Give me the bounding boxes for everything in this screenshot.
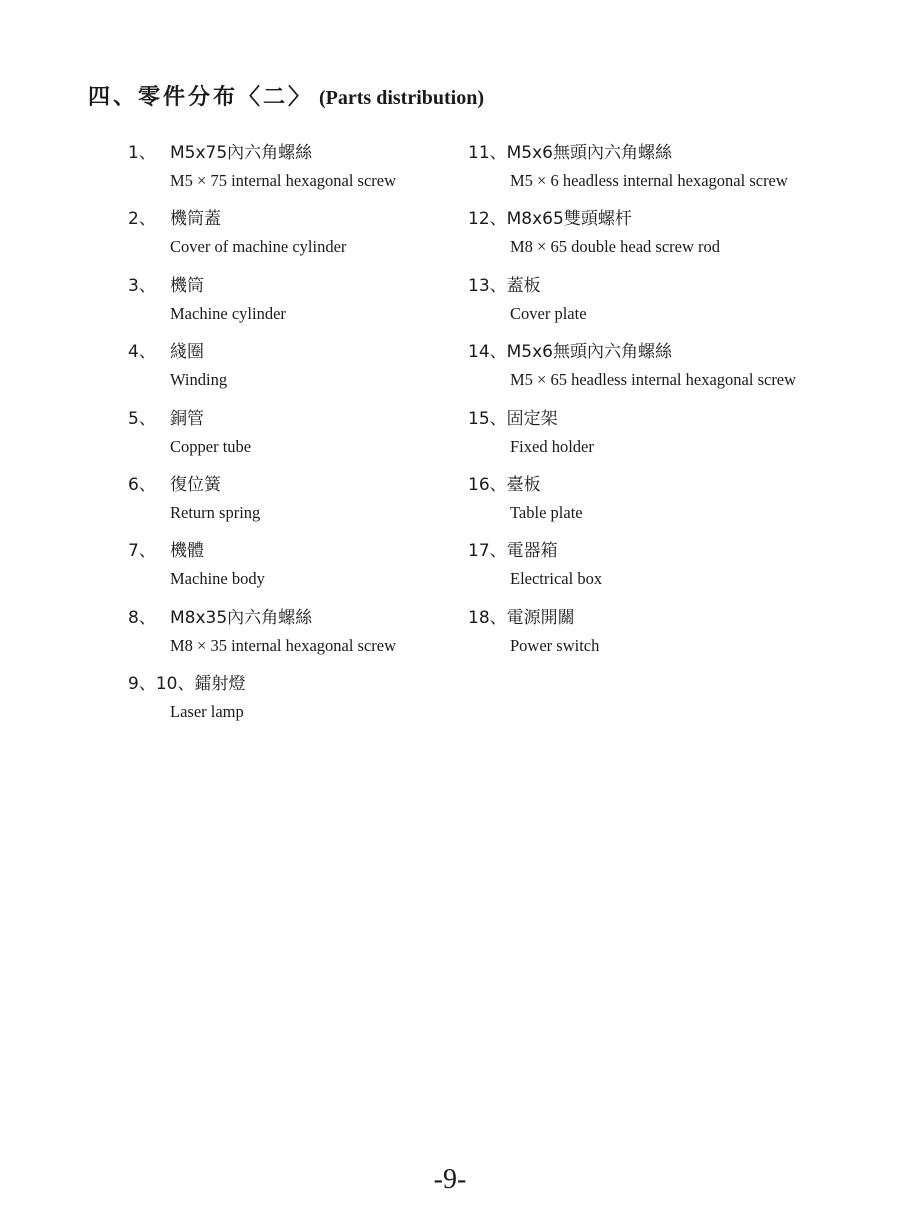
part-name-english: Winding [170,370,228,390]
part-name-english: Cover plate [510,303,587,323]
part-number: 5、 [128,408,156,429]
part-name-chinese: M8x65雙頭螺杆 [506,209,632,230]
part-number: 18、 [468,607,507,628]
part-name-chinese: 臺板 [506,474,541,495]
part-item [468,470,868,536]
part-item [468,204,868,270]
part-number: 15、 [468,408,507,429]
part-number: 13、 [468,275,507,296]
part-name-english: Machine body [170,569,265,589]
part-item [468,138,868,204]
part-item [128,404,458,470]
part-item [128,204,458,270]
part-name-chinese: 綫圈 [170,342,204,363]
part-name-chinese: 蓋板 [506,275,541,296]
part-item [468,337,868,403]
part-item [128,271,458,337]
part-name-chinese: M5x6無頭內六角螺絲 [506,342,673,363]
part-name-english: Electrical box [510,569,603,589]
part-name-english: M8 × 35 internal hexagonal screw [170,635,397,655]
part-name-chinese: 機筒蓋 [170,209,221,230]
part-name-english: M8 × 65 double head screw rod [510,237,721,257]
part-item [468,603,868,669]
part-item [468,404,868,470]
part-number: 8、 [128,607,156,628]
part-item [468,536,868,602]
part-item [128,603,458,669]
part-item [468,271,868,337]
part-name-chinese: M8x35內六角螺絲 [170,607,313,628]
part-item [128,138,458,204]
part-name-english: Laser lamp [170,702,244,722]
part-number: 3、 [128,275,156,296]
part-name-english: Cover of machine cylinder [170,237,347,257]
part-name-chinese: M5x75內六角螺絲 [170,143,313,163]
part-name-english: Copper tube [170,436,252,456]
part-number: 1、 [128,143,156,163]
part-name-chinese: 鐳射燈 [194,674,246,695]
section-heading-chinese: 四、零件分布〈二〉 [88,84,314,110]
part-number: 6、 [128,474,156,495]
part-name-chinese: 固定架 [506,408,558,429]
part-number: 14、 [468,342,507,363]
part-name-english: Table plate [510,502,583,522]
part-number: 11、 [468,143,507,163]
page-number: -9- [433,1164,467,1195]
part-name-chinese: 復位簧 [170,474,221,495]
part-item [128,337,458,403]
part-name-chinese: M5x6無頭內六角螺絲 [506,143,673,163]
part-name-english: Power switch [510,635,600,655]
part-name-english: Machine cylinder [170,303,286,323]
part-number: 16、 [468,474,507,495]
part-name-chinese: 銅管 [170,408,204,429]
part-item [128,669,458,735]
part-name-english: Fixed holder [510,436,594,456]
part-name-english: Return spring [170,502,261,522]
part-item [128,536,458,602]
section-heading [88,80,484,114]
part-name-chinese: 電源開關 [506,607,575,628]
part-name-chinese: 機體 [170,541,204,562]
part-number: 7、 [128,541,156,562]
part-name-chinese: 電器箱 [506,541,558,562]
part-number: 12、 [468,209,507,230]
part-name-english: M5 × 75 internal hexagonal screw [170,171,397,190]
part-name-english: M5 × 6 headless internal hexagonal screw [510,171,788,190]
part-number: 2、 [128,209,156,230]
section-heading-english: (Parts distribution) [319,87,485,109]
part-name-english: M5 × 65 headless internal hexagonal screw [510,370,797,390]
part-number: 9、10、 [128,674,195,695]
part-number: 17、 [468,541,507,562]
part-item [128,470,458,536]
parts-list-left [128,138,458,736]
part-name-chinese: 機筒 [170,275,204,296]
part-number: 4、 [128,342,156,363]
parts-list-right [468,138,868,669]
